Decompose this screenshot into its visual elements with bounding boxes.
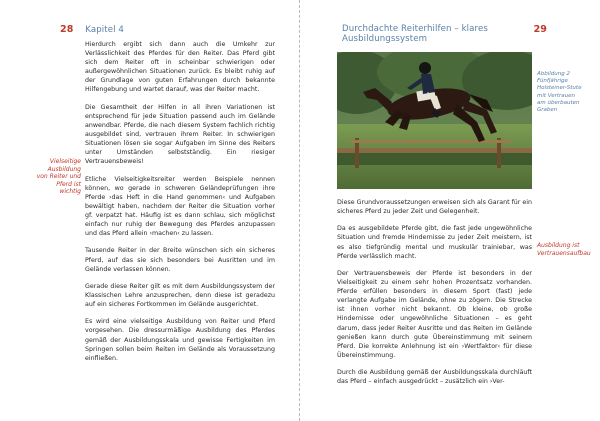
paragraph: Gerade diese Reiter gilt es mit dem Ausbildungssystem der Klassischen Lehre anzusprechen, denn diese ist geradezu auf ein sicheres Fortkommen im Gelände ausgerichtet. [85,282,275,309]
paragraph: Tausende Reiter in der Breite wünschen sich ein sicheres Pferd, auf das sie sich besonders bei Ausritten und im Gelände verlassen können. [85,247,275,273]
left-page-header [60,24,124,35]
page-gutter [299,0,300,421]
left-text-column [85,40,275,371]
paragraph: Da es ausgebildete Pferde gibt, die fast jede ungewöhnliche Situation und fremde Hindernisse zu jeder Zeit meistern, ist es also tiefgründig mental und muskulär trainiebar, was Pferde verlässlich macht. [337,225,532,260]
left-page-number: 28 [60,24,74,35]
left-margin-note: Vielseitige Ausbildung von Reiter und Pferd ist wichtig [36,158,81,196]
paragraph: Etliche Vielseitigkeitsreiter werden Beispiele nennen können, wo gerade in schweren Geländeprüfungen ihre Pferde ›das Heft in die Hand genommen‹ und Aufgaben bewältigt haben, nachdem der Reiter die Situation vorher gf. verpatzt hat. Häufig ist es dann schlau, sich möglichst einfach nur ruhig der Bewegung des Pferdes anzupassen und das Pferd allein ›machen‹ zu lassen. [85,175,275,238]
paragraph: Hierdurch ergibt sich dann auch die Umkehr zur Verlässlichkeit des Pferdes für den Reiter. Das Pferd gibt sich dem Reiter oft in scheinbar schwierigen oder außergewöhnlichen Situationen zurück. Es bleibt ruhig auf der Grundlage von guten Erfahrungen durch bekannte Hilfengebung und wartet darauf, was der Reiter macht. [85,41,275,94]
right-page-number: 29 [533,24,547,35]
paragraph: Der Vertrauensbeweis der Pferde ist besonders in der Vielseitigkeit zu einem sehr hohen Prozentsatz vorhanden. Pferde erfüllen besonders in diesem Sport (fast) jede verlangte Aufgabe im Gelände, ohne zu zögern. Die Strecke ist ihnen vorher nicht bekannt. Ob kleine, ob große Hindernisse oder ungewöhnliche Situationen – es geht darum, dass jeder Reiter Ausritte und das Reiten im Gelände genießen kann durch gute Übereinstimmung mit seinem Pferd. Die korrekte Anlehnung ist ein ›Wertfaktor‹ für diese Übereinstimmung. [337,269,532,359]
right-text-column [337,198,532,394]
paragraph: Die Gesamtheit der Hilfen in all ihren Variationen ist entsprechend für jede Situation passend auch im Gelände anwendbar. Pferde, die nach diesem System fachlich richtig ausgebildet sind, vertrauen ihrem Reiter. In schwierigen Situationen lösen sie sogar Aufgaben im Sinne des Reiters unter Umständen selbstständig. Ein riesiger Vertrauensbeweis! [85,103,275,166]
right-margin-note: Ausbildung ist Vertrauensaufbau [537,242,591,257]
horse-jumping-photo [337,52,532,189]
chapter-title: Kapitel 4 [85,25,125,35]
paragraph: Diese Grundvoraussetzungen erweisen sich als Garant für ein sicheres Pferd zu jeder Zeit und Gelegenheit. [337,199,532,216]
photo-caption: Abbildung 2 Fünfjährige Holsteiner-Stute mit Vertrauen am überbauten Graben [537,71,582,114]
paragraph: Es wird eine vielseitige Ausbildung von Reiter und Pferd vorgesehen. Die dressurmäßige Ausbildung des Pferdes gemäß der Ausbildungsskala und gewisse Fertigkeiten im Springen sollen beim Reiten im Gelände als Voraussetzung einfließen. [85,318,275,362]
running-title: Durchdachte Reiterhilfen – klares Ausbildungssystem [342,24,488,44]
right-page-header [342,24,547,44]
paragraph: Durch die Ausbildung gemäß der Ausbildungsskala durchläuft das Pferd – einfach ausgedrückt – zusätzlich ein ›Ver- [337,369,532,386]
